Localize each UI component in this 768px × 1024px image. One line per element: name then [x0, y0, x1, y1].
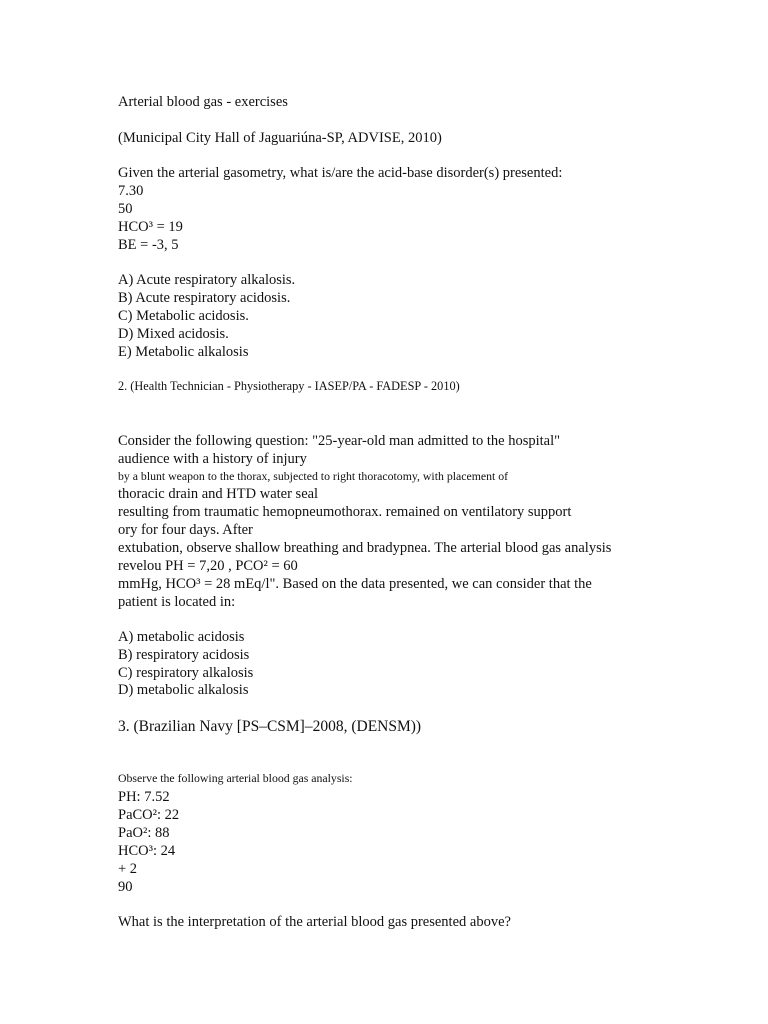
q2-text-line: by a blunt weapon to the thorax, subjected to right thoracotomy, with placement of — [118, 469, 509, 483]
q2-text-line: ory for four days. After — [118, 522, 253, 538]
q1-option: B) Acute respiratory acidosis. — [118, 290, 291, 306]
q2-text-line: patient is located in: — [118, 594, 236, 610]
q2-option: C) respiratory alkalosis — [118, 665, 254, 681]
q3-value: 90 — [118, 879, 133, 895]
q2-source: 2. (Health Technician - Physiotherapy - IASEP/PA - FADESP - 2010) — [118, 379, 460, 393]
q1-value: HCO³ = 19 — [118, 219, 183, 235]
q1-option: C) Metabolic acidosis. — [118, 308, 249, 324]
q1-option: D) Mixed acidosis. — [118, 326, 229, 342]
q3-value: PH: 7.52 — [118, 789, 170, 805]
q3-value: PaO²: 88 — [118, 825, 170, 841]
q2-option: A) metabolic acidosis — [118, 629, 245, 645]
q2-text-line: Consider the following question: "25-year-old man admitted to the hospital" — [118, 433, 561, 449]
q2-text-line: revelou PH = 7,20 , PCO² = 60 — [118, 558, 298, 574]
q2-option: B) respiratory acidosis — [118, 647, 250, 663]
q2-text-line: mmHg, HCO³ = 28 mEq/l". Based on the data presented, we can consider that the — [118, 576, 592, 592]
q2-text-line: audience with a history of injury — [118, 451, 307, 467]
q1-value: BE = -3, 5 — [118, 237, 179, 253]
q2-text-line: extubation, observe shallow breathing and bradypnea. The arterial blood gas analysis — [118, 540, 612, 556]
q2-option: D) metabolic alkalosis — [118, 682, 249, 698]
document-title: Arterial blood gas - exercises — [118, 94, 288, 110]
q2-text-line: thoracic drain and HTD water seal — [118, 486, 319, 502]
q1-option: E) Metabolic alkalosis — [118, 344, 249, 360]
q3-prompt: Observe the following arterial blood gas analysis: — [118, 771, 353, 785]
q2-text-line: resulting from traumatic hemopneumothorax. remained on ventilatory support — [118, 504, 572, 520]
q1-option: A) Acute respiratory alkalosis. — [118, 272, 296, 288]
q1-value: 7.30 — [118, 183, 144, 199]
q3-question: What is the interpretation of the arterial blood gas presented above? — [118, 914, 511, 930]
q1-source: (Municipal City Hall of Jaguariúna-SP, ADVISE, 2010) — [118, 130, 442, 146]
q1-prompt: Given the arterial gasometry, what is/are the acid-base disorder(s) presented: — [118, 165, 563, 181]
q3-value: + 2 — [118, 861, 138, 877]
q3-source: 3. (Brazilian Navy [PS–CSM]–2008, (DENSM)) — [118, 718, 422, 735]
q3-value: HCO³: 24 — [118, 843, 176, 859]
q1-value: 50 — [118, 201, 133, 217]
q3-value: PaCO²: 22 — [118, 807, 180, 823]
